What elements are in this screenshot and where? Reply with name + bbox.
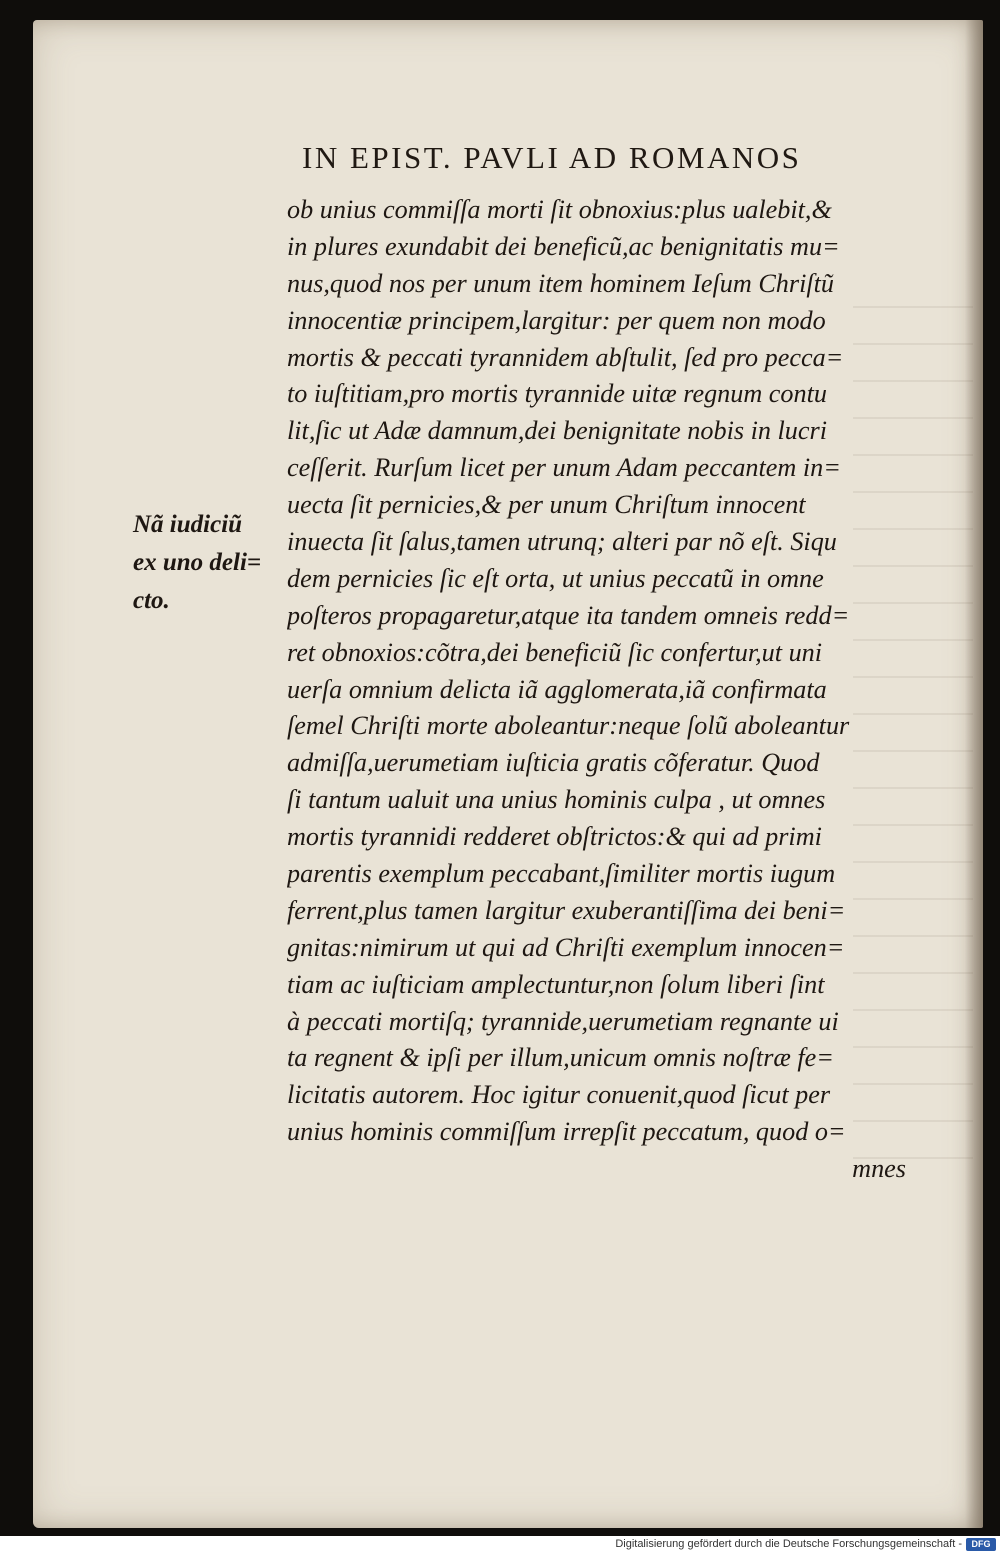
funding-credit: Digitalisierung gefördert durch die Deutsche Forschungsgemeinschaft - xyxy=(615,1538,962,1550)
text-line: dem pernicies ſic eſt orta, ut unius peccatũ in omne xyxy=(287,563,824,593)
text-line: admiſſa,uerumetiam iuſticia gratis cõferatur. Quod xyxy=(287,748,820,778)
text-line: innocentiæ principem,largitur: per quem non modo xyxy=(287,305,826,335)
text-line: ſemel Chriſti morte aboleantur:neque ſolũ aboleantur xyxy=(287,711,850,741)
text-line: gnitas:nimirum ut qui ad Chriſti exemplum innocen= xyxy=(287,932,845,962)
text-line: uecta ſit pernicies,& per unum Chriſtum innocent xyxy=(287,490,806,520)
marginal-note xyxy=(133,506,283,620)
margin-note-line: ex uno deli= xyxy=(133,549,262,576)
text-line: inuecta ſit ſalus,tamen utrunq; alteri par nõ eſt. Siqu xyxy=(287,527,837,557)
margin-note-line: Nã iudiciũ xyxy=(133,511,243,538)
dfg-logo: DFG xyxy=(966,1538,996,1551)
text-line: ta regnent & ipſi per illum,unicum omnis noſtræ fe= xyxy=(287,1043,834,1073)
margin-note-line: cto. xyxy=(133,587,170,614)
text-line: poſteros propagaretur,atque ita tandem omneis redd= xyxy=(287,600,850,630)
text-line: uerſa omnium delicta iã agglomerata,iã confirmata xyxy=(287,674,827,704)
text-line: ferrent,plus tamen largitur exuberantiſſima dei beni= xyxy=(287,895,846,925)
body-text xyxy=(287,192,912,1188)
text-line: tiam ac iuſticiam amplectuntur,non ſolum liberi ſint xyxy=(287,969,825,999)
text-line: ſi tantum ualuit una unius hominis culpa , ut omnes xyxy=(287,785,826,815)
text-line: ob unius commiſſa morti ſit obnoxius:plus ualebit,& xyxy=(287,195,832,224)
text-line: nus,quod nos per unum item hominem Ieſum Chriſtũ xyxy=(287,268,834,298)
text-line: mortis tyrannidi redderet obſtrictos:& qui ad primi xyxy=(287,822,822,852)
text-line: mortis & peccati tyrannidem abſtulit, ſed pro pecca= xyxy=(287,342,844,372)
text-line: in plures exundabit dei beneficũ,ac benignitatis mu= xyxy=(287,231,840,261)
text-line: licitatis autorem. Hoc igitur conuenit,quod ſicut per xyxy=(287,1080,831,1110)
text-line: lit,ſic ut Adæ damnum,dei benignitate nobis in lucri xyxy=(287,416,827,446)
text-line: parentis exemplum peccabant,ſimiliter mortis iugum xyxy=(287,859,836,889)
running-title: IN EPIST. PAVLI AD ROMANOS xyxy=(302,140,802,175)
text-line: à peccati mortiſq; tyrannide,uerumetiam regnante ui xyxy=(287,1006,839,1036)
text-line: to iuſtitiam,pro mortis tyrannide uitæ regnum contu xyxy=(287,379,827,409)
catchword: mnes xyxy=(852,1154,906,1184)
text-line: unius hominis commiſſum irrepſit peccatum, quod o= xyxy=(287,1117,846,1147)
text-line: ret obnoxios:cõtra,dei beneficiũ ſic confertur,ut uni xyxy=(287,637,823,667)
text-line: ceſſerit. Rurſum licet per unum Adam peccantem in= xyxy=(287,453,841,483)
